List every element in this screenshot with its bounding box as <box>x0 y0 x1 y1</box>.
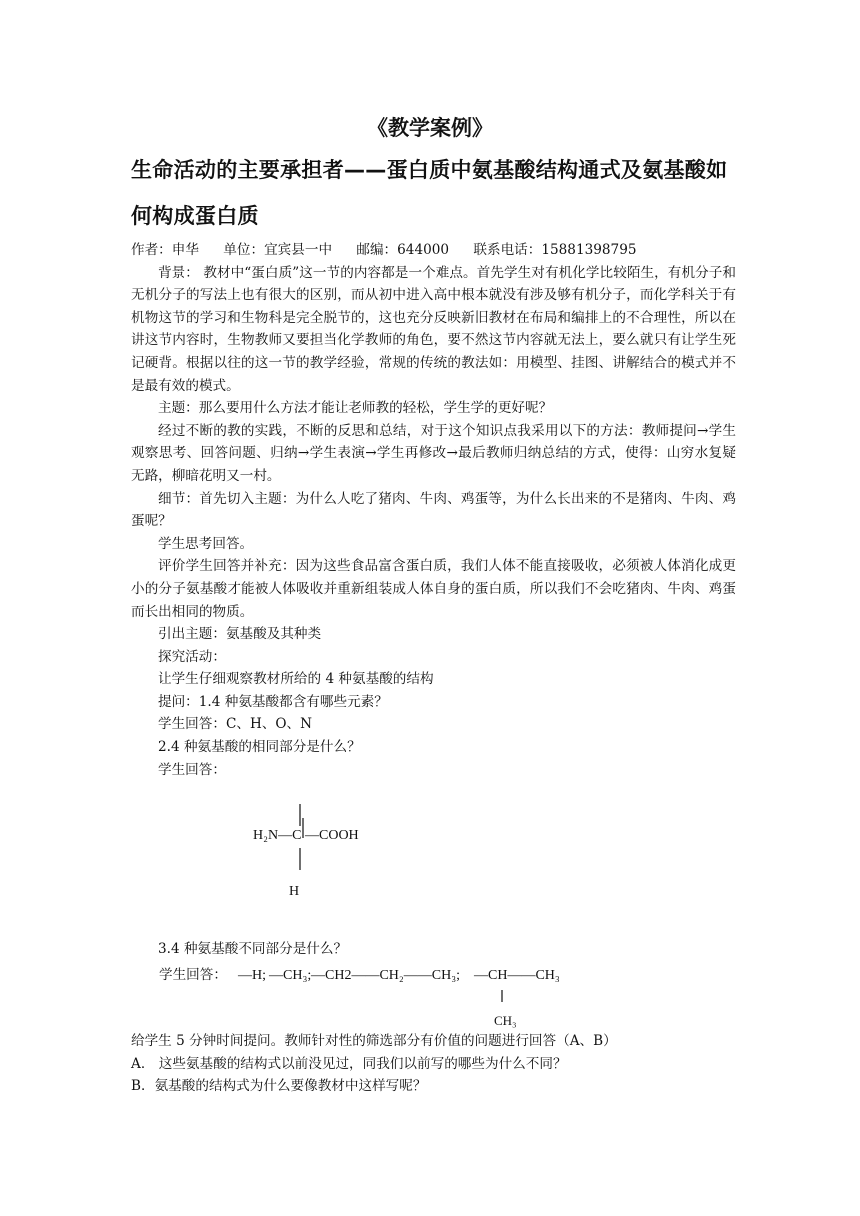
structure-left: H₂N—C <box>253 828 302 843</box>
paragraph-explore: 探究活动： <box>158 648 226 665</box>
question-3: 3.4 种氨基酸不同部分是什么？ <box>158 941 348 957</box>
paragraph-student-think: 学生思考回答。 <box>158 535 254 552</box>
structure-bottom-h: H <box>289 884 300 899</box>
branch-ch3: CH₃ <box>494 1013 517 1028</box>
paragraph-give-time: 给学生 5 分钟时间提问。教师针对性的筛选部分有价值的问题进行回答（A、B） <box>131 1033 617 1049</box>
r-group-2: —CH₃; <box>269 968 312 983</box>
author-phone: 联系电话：15881398795 <box>473 242 637 258</box>
paragraph-lead: 引出主题：氨基酸及其种类 <box>158 626 322 643</box>
question-a: A． 这些氨基酸的结构式以前没见过，同我们以前写的哪些为什么不同？ <box>131 1055 567 1072</box>
author-unit: 单位：宜宾县一中 <box>223 242 333 258</box>
paragraph-method: 经过不断的教的实践，不断的反思和总结，对于这个知识点我采用以下的方法：教师提问→学生观察思考、回答问题、归纳→学生表演→学生再修改→最后教师归纳总结的方式，使得：山穷水复疑无路，柳暗花明又一村。 <box>131 422 736 484</box>
structure-right: —COOH <box>305 828 359 843</box>
r-group-3: —CH2——CH₂——CH₃; <box>311 968 460 983</box>
page-title: 《教学案例》 <box>367 116 493 140</box>
answer-1: 学生回答：C、H、O、N <box>158 716 313 733</box>
author-name: 作者：申华 <box>131 242 199 258</box>
paragraph-theme: 主题：那么要用什么方法才能让老师教的轻松，学生学的更好呢？ <box>158 400 553 417</box>
paragraph-background: 背景： 教材中“蛋白质”这一节的内容都是一个难点。首先学生对有机化学比较陌生，有机分子和无机分子的写法上也有很大的区别，而从初中进入高中根本就没有涉及够有机分子，而化学科关于有机物这节的学习和生物科是完全脱节的，这也充分反映新旧教材在布局和编排上的不合理性，所以在讲这节内容时，生物教师又要担当化学教师的角色，要不然这节内容就无法上，要么就只有让学生死记硬背。根据以往的这一节的教学经验，常规的传统的教法如：用模型、挂图、讲解结合的模式并不是最有效的模式。 <box>131 264 736 394</box>
paragraph-evaluate: 评价学生回答并补充：因为这些食品富含蛋白质，我们人体不能直接吸收，必须被人体消化成更小的分子氨基酸才能被人体吸收并重新组装成人体自身的蛋白质，所以我们不会吃猪肉、牛肉、鸡蛋而长出相同的物质。 <box>131 558 736 620</box>
author-postcode: 邮编：644000 <box>356 242 450 258</box>
amino-acid-structure <box>253 804 393 904</box>
paragraph-observe: 让学生仔细观察教材所给的 4 种氨基酸的结构 <box>158 671 434 688</box>
document-body-end <box>131 1030 736 1098</box>
answer-3-label: 学生回答： <box>159 967 227 983</box>
author-line <box>131 239 736 262</box>
document-body <box>131 239 736 781</box>
question-1: 提问：1.4 种氨基酸都含有哪些元素？ <box>158 693 388 710</box>
r-group-4: —CH——CH₃ <box>474 968 560 983</box>
answer-2-label: 学生回答： <box>158 761 226 778</box>
r-group-1: —H; <box>238 968 266 983</box>
question-2: 2.4 种氨基酸的相同部分是什么？ <box>158 739 361 756</box>
r-group-structures <box>159 964 739 1034</box>
question-b: B．氨基酸的结构式为什么要像教材中这样写呢？ <box>131 1078 427 1095</box>
document-body-lower <box>131 938 736 961</box>
main-heading: 生命活动的主要承担者——蛋白质中氨基酸结构通式及氨基酸如何构成蛋白质 <box>131 158 728 228</box>
paragraph-detail: 细节：首先切入主题：为什么人吃了猪肉、牛肉、鸡蛋等，为什么长出来的不是猪肉、牛肉、鸡蛋呢？ <box>131 490 736 530</box>
